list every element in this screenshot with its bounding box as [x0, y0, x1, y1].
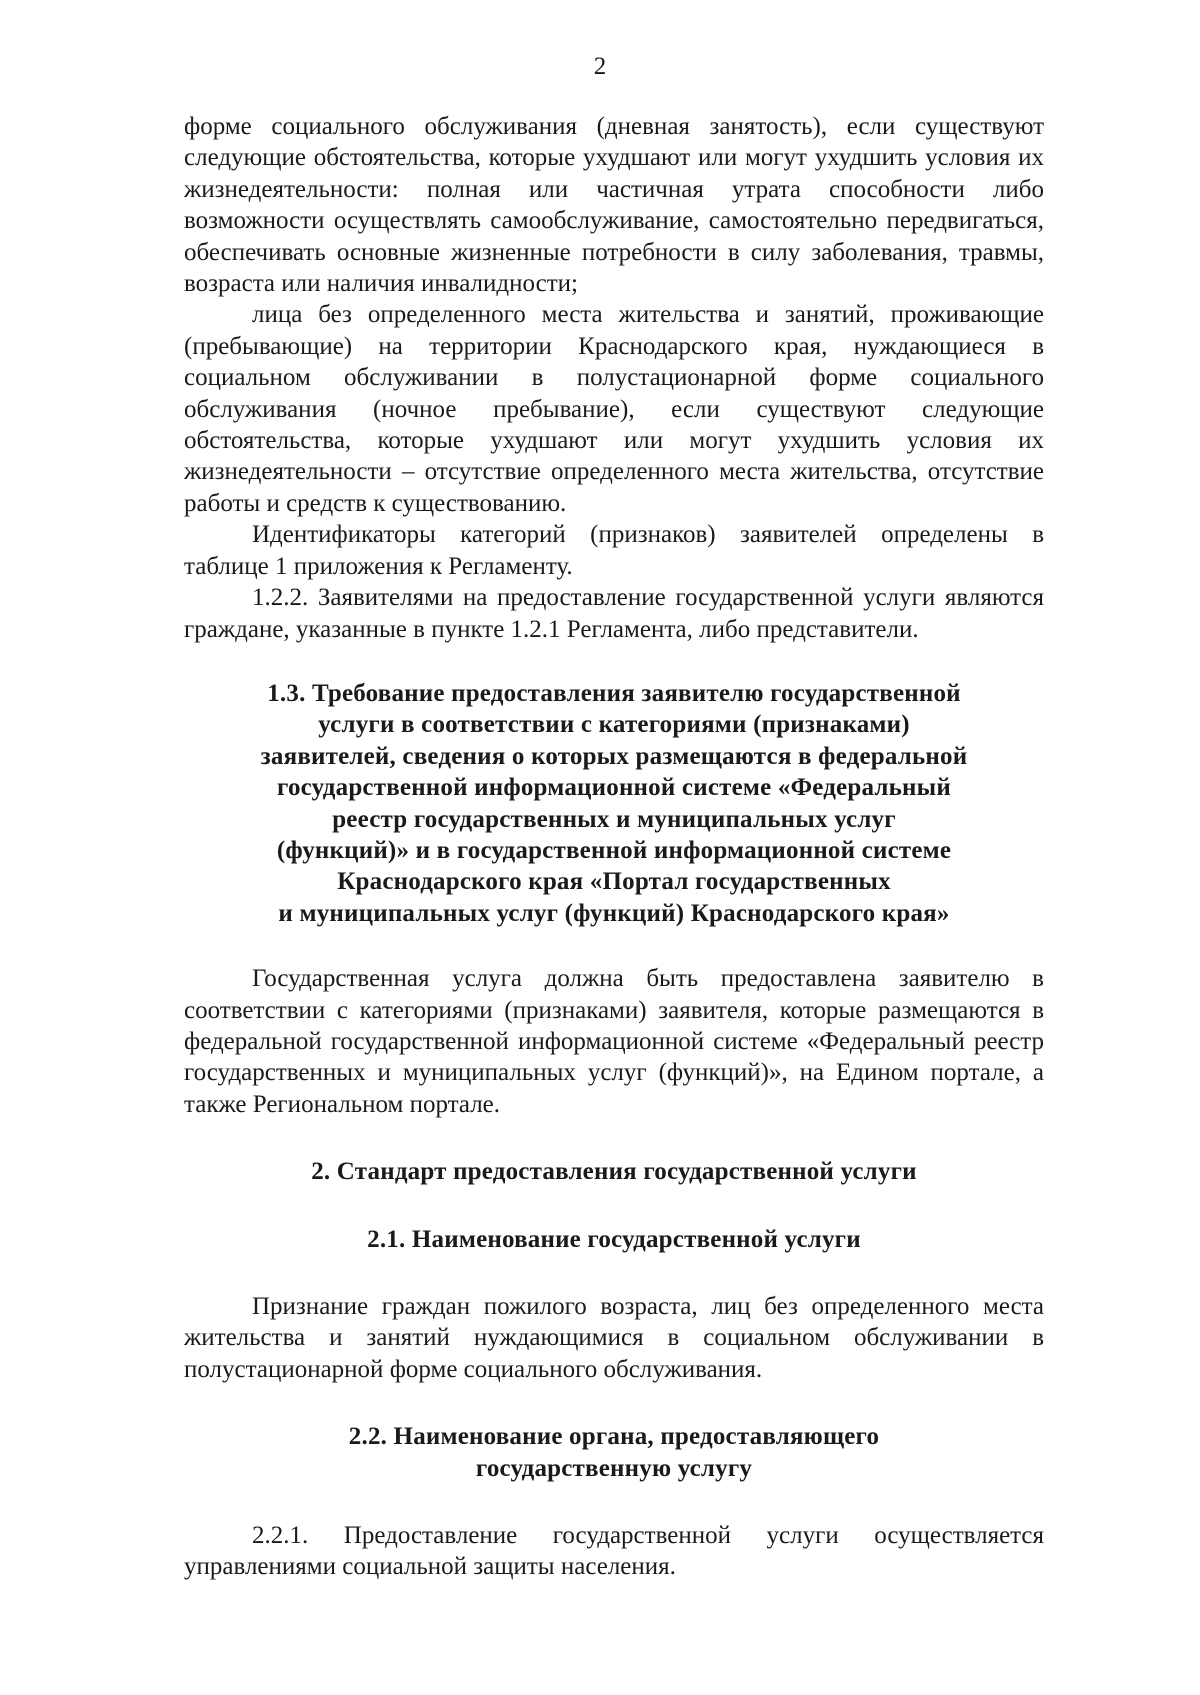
paragraph-1-2-2: 1.2.2. Заявителями на предоставление государственной услуги являются граждане, указанные в пункте 1.2.1 Регламента, либо представители. — [184, 584, 1044, 643]
paragraph-elderly-conditions: форме социального обслуживания (дневная занятость), если существуют следующие обстоятельства, которые ухудшают или могут ухудшить условия их жизнедеятельности: полная или частичная утрата способности либо возможности осуществлять самообслуживание, самостоятельно передвигаться, обеспечивать основные жизненные потребности в силу заболевания, травмы, возраста или наличия инвалидности; — [184, 113, 1044, 298]
heading-1-3 — [184, 678, 1044, 929]
paragraph-homeless-persons: лица без определенного места жительства и занятий, проживающие (пребывающие) на территории Краснодарского края, нуждающиеся в социальном обслуживании в полустационарной форме социального обслуживания (ночное пребывание), если существуют следующие обстоятельства, которые ухудшают или могут ухудшить условия их жизнедеятельности – отсутствие определенного места жительства, отсутствие работы и средств к существованию. — [184, 301, 1044, 517]
paragraph-2-2-1: 2.2.1. Предоставление государственной услуги осуществляется управлениями социальной защиты населения. — [184, 1522, 1044, 1581]
heading-1-3-line: заявителей, сведения о которых размещаются в федеральной — [260, 742, 968, 770]
heading-1-3-line: 1.3. Требование предоставления заявителю государственной — [267, 679, 961, 707]
heading-2-2-line: 2.2. Наименование органа, предоставляющего — [348, 1423, 880, 1451]
page-number: 2 — [593, 53, 607, 80]
paragraph-applicant-identifiers: Идентификаторы категорий (признаков) заявителей определены в таблице 1 приложения к Регламенту. — [184, 521, 1044, 580]
heading-2-2-line: государственную услугу — [475, 1454, 753, 1482]
heading-1-3-line: и муниципальных услуг (функций) Краснодарского края» — [278, 899, 950, 927]
heading-2-1: 2.1. Наименование государственной услуги — [367, 1225, 861, 1253]
paragraph-service-name: Признание граждан пожилого возраста, лиц без определенного места жительства и занятий нуждающимися в социальном обслуживании в полустационарной форме социального обслуживания. — [184, 1293, 1044, 1383]
heading-1-3-line: (функций)» и в государственной информационной системе — [276, 836, 952, 864]
heading-1-3-line: государственной информационной системе «Федеральный — [277, 774, 951, 802]
heading-2-2 — [184, 1421, 1044, 1484]
heading-1-3-line: Краснодарского края «Портал государственных — [337, 868, 891, 896]
heading-1-3-line: реестр государственных и муниципальных услуг — [332, 805, 896, 833]
document-body — [184, 111, 1044, 1583]
paragraph-service-categories: Государственная услуга должна быть предоставлена заявителю в соответствии с категориями (признаками) заявителя, которые размещаются в федеральной государственной информационной системе «Федеральный реестр государственных и муниципальных услуг (функций)», на Едином портале, а также Региональном портале. — [184, 965, 1044, 1118]
heading-section-2: 2. Стандарт предоставления государственной услуги — [311, 1158, 917, 1186]
heading-1-3-line: услуги в соответствии с категориями (признаками) — [318, 711, 910, 739]
